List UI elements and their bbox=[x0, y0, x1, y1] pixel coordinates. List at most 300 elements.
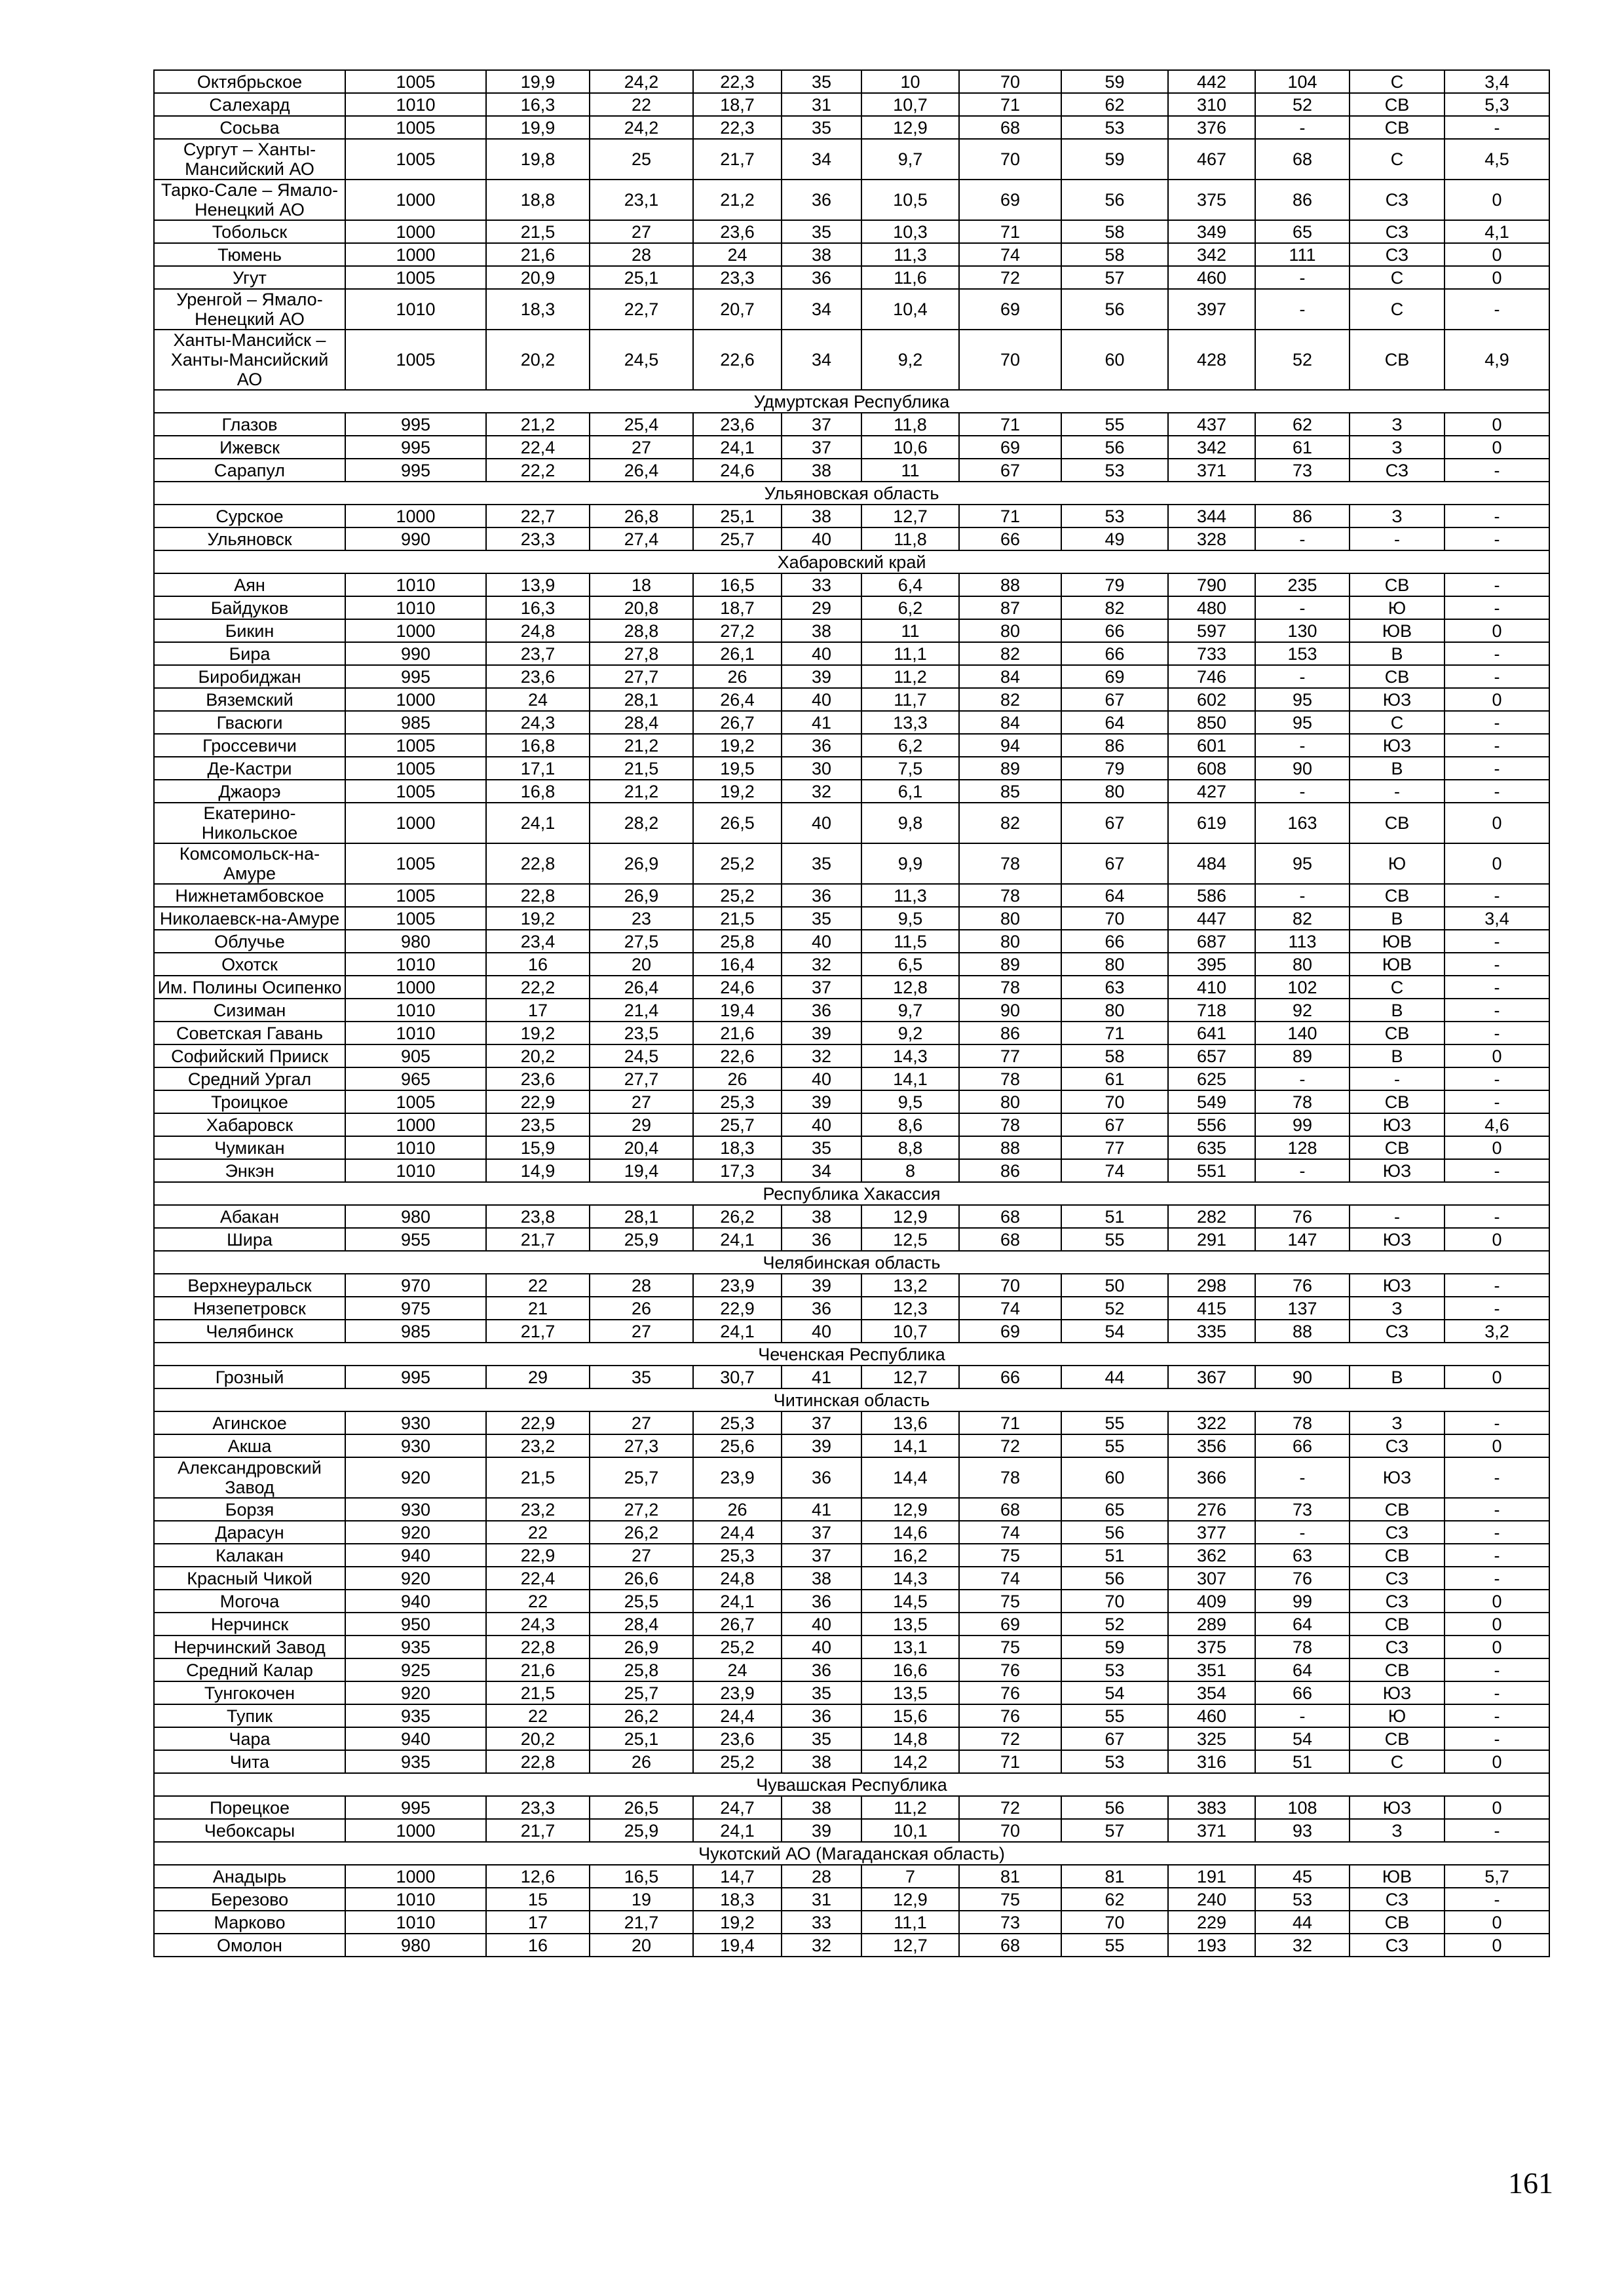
value-cell: 41 bbox=[782, 711, 861, 734]
value-cell: 22,8 bbox=[486, 1636, 590, 1658]
value-cell: 597 bbox=[1168, 619, 1255, 642]
value-cell: 93 bbox=[1255, 1819, 1350, 1842]
value-cell: 36 bbox=[782, 1457, 861, 1498]
value-cell: 307 bbox=[1168, 1567, 1255, 1590]
value-cell: 8,8 bbox=[861, 1136, 959, 1159]
value-cell: 68 bbox=[959, 1205, 1061, 1228]
value-cell: 9,2 bbox=[861, 1022, 959, 1044]
value-cell: - bbox=[1255, 116, 1350, 139]
value-cell: СЗ bbox=[1350, 1567, 1445, 1590]
value-cell: С bbox=[1350, 289, 1445, 330]
value-cell: 375 bbox=[1168, 180, 1255, 220]
table-row bbox=[154, 780, 1549, 803]
value-cell: 12,7 bbox=[861, 1366, 959, 1388]
value-cell: 40 bbox=[782, 930, 861, 953]
value-cell: 26,7 bbox=[693, 711, 782, 734]
value-cell: 11,5 bbox=[861, 930, 959, 953]
table-row bbox=[154, 976, 1549, 999]
value-cell: 191 bbox=[1168, 1865, 1255, 1888]
value-cell: 16,8 bbox=[486, 780, 590, 803]
value-cell: 26,5 bbox=[590, 1796, 693, 1819]
value-cell: 23,9 bbox=[693, 1457, 782, 1498]
value-cell: 3,2 bbox=[1445, 1320, 1549, 1343]
value-cell: 70 bbox=[959, 70, 1061, 93]
value-cell: 733 bbox=[1168, 642, 1255, 665]
value-cell: 11,3 bbox=[861, 884, 959, 907]
value-cell: 36 bbox=[782, 1704, 861, 1727]
value-cell: 21,5 bbox=[486, 1681, 590, 1704]
value-cell: 29 bbox=[590, 1113, 693, 1136]
value-cell: В bbox=[1350, 907, 1445, 930]
region-header-row bbox=[154, 1773, 1549, 1796]
station-name-cell: Акша bbox=[154, 1434, 345, 1457]
value-cell: 86 bbox=[1255, 505, 1350, 527]
value-cell: 79 bbox=[1061, 573, 1168, 596]
value-cell: 24,1 bbox=[693, 1320, 782, 1343]
value-cell: 22,4 bbox=[486, 1567, 590, 1590]
value-cell: 84 bbox=[959, 665, 1061, 688]
value-cell: 0 bbox=[1445, 1590, 1549, 1613]
value-cell: 37 bbox=[782, 976, 861, 999]
value-cell: 26,6 bbox=[590, 1567, 693, 1590]
value-cell: 66 bbox=[959, 527, 1061, 550]
value-cell: 52 bbox=[1255, 330, 1350, 390]
station-name-cell: Джаорэ bbox=[154, 780, 345, 803]
region-header-row bbox=[154, 482, 1549, 505]
value-cell: СЗ bbox=[1350, 243, 1445, 266]
value-cell: 36 bbox=[782, 1228, 861, 1251]
table-row bbox=[154, 1934, 1549, 1957]
value-cell: 26,7 bbox=[693, 1613, 782, 1636]
value-cell: 52 bbox=[1061, 1297, 1168, 1320]
value-cell: 37 bbox=[782, 413, 861, 436]
table-row bbox=[154, 116, 1549, 139]
value-cell: 20,8 bbox=[590, 596, 693, 619]
value-cell: 64 bbox=[1255, 1658, 1350, 1681]
value-cell: 935 bbox=[345, 1704, 486, 1727]
value-cell: 0 bbox=[1445, 619, 1549, 642]
value-cell: 27 bbox=[590, 1320, 693, 1343]
value-cell: 26,4 bbox=[590, 459, 693, 482]
value-cell: 13,9 bbox=[486, 573, 590, 596]
value-cell: В bbox=[1350, 1044, 1445, 1067]
value-cell: 25 bbox=[590, 139, 693, 180]
value-cell: 17,3 bbox=[693, 1159, 782, 1182]
value-cell: 28,1 bbox=[590, 1205, 693, 1228]
value-cell: 54 bbox=[1061, 1320, 1168, 1343]
table-row bbox=[154, 1521, 1549, 1544]
value-cell: 995 bbox=[345, 1366, 486, 1388]
value-cell: 11 bbox=[861, 619, 959, 642]
value-cell: 66 bbox=[1255, 1434, 1350, 1457]
station-name-cell: Агинское bbox=[154, 1411, 345, 1434]
value-cell: 3,4 bbox=[1445, 907, 1549, 930]
value-cell: 25,8 bbox=[590, 1658, 693, 1681]
value-cell: С bbox=[1350, 711, 1445, 734]
value-cell: 26 bbox=[590, 1750, 693, 1773]
value-cell: 25,3 bbox=[693, 1544, 782, 1567]
value-cell: 89 bbox=[959, 757, 1061, 780]
value-cell: 980 bbox=[345, 1934, 486, 1957]
value-cell: - bbox=[1445, 1727, 1549, 1750]
value-cell: 67 bbox=[1061, 1113, 1168, 1136]
region-name: Ульяновская область bbox=[154, 482, 1549, 505]
value-cell: 325 bbox=[1168, 1727, 1255, 1750]
table-row bbox=[154, 1297, 1549, 1320]
value-cell: - bbox=[1445, 665, 1549, 688]
value-cell: 74 bbox=[959, 1297, 1061, 1320]
value-cell: 21,7 bbox=[486, 1819, 590, 1842]
value-cell: 55 bbox=[1061, 1934, 1168, 1957]
value-cell: 56 bbox=[1061, 1796, 1168, 1819]
station-name-cell: Александровский Завод bbox=[154, 1457, 345, 1498]
value-cell: 10,7 bbox=[861, 93, 959, 116]
value-cell: 24,5 bbox=[590, 330, 693, 390]
value-cell: 77 bbox=[1061, 1136, 1168, 1159]
value-cell: 13,6 bbox=[861, 1411, 959, 1434]
value-cell: 62 bbox=[1061, 1888, 1168, 1911]
value-cell: 22,9 bbox=[693, 1297, 782, 1320]
value-cell: 395 bbox=[1168, 953, 1255, 976]
table-row bbox=[154, 665, 1549, 688]
value-cell: 1010 bbox=[345, 999, 486, 1022]
value-cell: 11,2 bbox=[861, 665, 959, 688]
value-cell: 7 bbox=[861, 1865, 959, 1888]
station-name-cell: Октябрьское bbox=[154, 70, 345, 93]
value-cell: 608 bbox=[1168, 757, 1255, 780]
value-cell: 22,8 bbox=[486, 843, 590, 884]
value-cell: 351 bbox=[1168, 1658, 1255, 1681]
value-cell: 427 bbox=[1168, 780, 1255, 803]
value-cell: 13,5 bbox=[861, 1613, 959, 1636]
value-cell: - bbox=[1255, 780, 1350, 803]
value-cell: СВ bbox=[1350, 803, 1445, 843]
table-row bbox=[154, 1457, 1549, 1498]
value-cell: 0 bbox=[1445, 1228, 1549, 1251]
value-cell: 10,7 bbox=[861, 1320, 959, 1343]
table-row bbox=[154, 953, 1549, 976]
table-row bbox=[154, 1044, 1549, 1067]
value-cell: 26,9 bbox=[590, 1636, 693, 1658]
value-cell: 39 bbox=[782, 1819, 861, 1842]
station-name-cell: Тюмень bbox=[154, 243, 345, 266]
value-cell: 51 bbox=[1061, 1205, 1168, 1228]
value-cell: 50 bbox=[1061, 1274, 1168, 1297]
value-cell: 94 bbox=[959, 734, 1061, 757]
value-cell: 28,1 bbox=[590, 688, 693, 711]
value-cell: 30 bbox=[782, 757, 861, 780]
value-cell: 70 bbox=[959, 139, 1061, 180]
value-cell: 625 bbox=[1168, 1067, 1255, 1090]
value-cell: ЮЗ bbox=[1350, 734, 1445, 757]
value-cell: - bbox=[1445, 1544, 1549, 1567]
value-cell: 1005 bbox=[345, 1090, 486, 1113]
value-cell: 25,8 bbox=[693, 930, 782, 953]
value-cell: 940 bbox=[345, 1727, 486, 1750]
value-cell: 35 bbox=[782, 1681, 861, 1704]
value-cell: 920 bbox=[345, 1567, 486, 1590]
value-cell: СВ bbox=[1350, 1727, 1445, 1750]
value-cell: 62 bbox=[1061, 93, 1168, 116]
value-cell: 24,6 bbox=[693, 459, 782, 482]
value-cell: 428 bbox=[1168, 330, 1255, 390]
station-name-cell: Гвасюги bbox=[154, 711, 345, 734]
value-cell: 80 bbox=[959, 1090, 1061, 1113]
value-cell: - bbox=[1445, 930, 1549, 953]
table-row bbox=[154, 1022, 1549, 1044]
value-cell: 0 bbox=[1445, 266, 1549, 289]
value-cell: 70 bbox=[1061, 1590, 1168, 1613]
value-cell: 86 bbox=[1255, 180, 1350, 220]
value-cell: 23,1 bbox=[590, 180, 693, 220]
value-cell: 24,7 bbox=[693, 1796, 782, 1819]
value-cell: 25,3 bbox=[693, 1411, 782, 1434]
value-cell: 76 bbox=[959, 1658, 1061, 1681]
value-cell: 1010 bbox=[345, 1022, 486, 1044]
value-cell: ЮВ bbox=[1350, 953, 1445, 976]
value-cell: 24,1 bbox=[693, 1590, 782, 1613]
value-cell: 37 bbox=[782, 1411, 861, 1434]
value-cell: 0 bbox=[1445, 1796, 1549, 1819]
value-cell: 415 bbox=[1168, 1297, 1255, 1320]
value-cell: 80 bbox=[1061, 953, 1168, 976]
value-cell: 235 bbox=[1255, 573, 1350, 596]
station-name-cell: Сурское bbox=[154, 505, 345, 527]
value-cell: 31 bbox=[782, 1888, 861, 1911]
value-cell: 34 bbox=[782, 330, 861, 390]
value-cell: 17,1 bbox=[486, 757, 590, 780]
value-cell: 0 bbox=[1445, 688, 1549, 711]
value-cell: СЗ bbox=[1350, 220, 1445, 243]
value-cell: 71 bbox=[959, 413, 1061, 436]
value-cell: 95 bbox=[1255, 711, 1350, 734]
value-cell: 33 bbox=[782, 1911, 861, 1934]
value-cell: 460 bbox=[1168, 1704, 1255, 1727]
value-cell: 442 bbox=[1168, 70, 1255, 93]
value-cell: 965 bbox=[345, 1067, 486, 1090]
value-cell: 24,4 bbox=[693, 1704, 782, 1727]
station-name-cell: Им. Полины Осипенко bbox=[154, 976, 345, 999]
value-cell: 19,4 bbox=[590, 1159, 693, 1182]
value-cell: 6,2 bbox=[861, 596, 959, 619]
value-cell: - bbox=[1445, 1297, 1549, 1320]
station-name-cell: Софийский Прииск bbox=[154, 1044, 345, 1067]
value-cell: 56 bbox=[1061, 436, 1168, 459]
value-cell: 7,5 bbox=[861, 757, 959, 780]
value-cell: - bbox=[1445, 1090, 1549, 1113]
value-cell: 26 bbox=[693, 1498, 782, 1521]
station-name-cell: Средний Ургал bbox=[154, 1067, 345, 1090]
value-cell: 24 bbox=[693, 243, 782, 266]
value-cell: 73 bbox=[1255, 459, 1350, 482]
value-cell: 92 bbox=[1255, 999, 1350, 1022]
table-row bbox=[154, 1544, 1549, 1567]
value-cell: 940 bbox=[345, 1590, 486, 1613]
value-cell: 32 bbox=[782, 1934, 861, 1957]
value-cell: 67 bbox=[1061, 1727, 1168, 1750]
value-cell: 14,4 bbox=[861, 1457, 959, 1498]
value-cell: 61 bbox=[1255, 436, 1350, 459]
value-cell: ЮВ bbox=[1350, 619, 1445, 642]
value-cell: 23,6 bbox=[486, 1067, 590, 1090]
value-cell: В bbox=[1350, 642, 1445, 665]
value-cell: 65 bbox=[1061, 1498, 1168, 1521]
value-cell: 21,5 bbox=[590, 757, 693, 780]
value-cell: 24,6 bbox=[693, 976, 782, 999]
table-row bbox=[154, 711, 1549, 734]
value-cell: - bbox=[1445, 711, 1549, 734]
station-name-cell: Бира bbox=[154, 642, 345, 665]
value-cell: 25,1 bbox=[590, 1727, 693, 1750]
value-cell: 82 bbox=[959, 803, 1061, 843]
value-cell: 78 bbox=[959, 1067, 1061, 1090]
value-cell: - bbox=[1445, 1457, 1549, 1498]
value-cell: 635 bbox=[1168, 1136, 1255, 1159]
value-cell: - bbox=[1445, 573, 1549, 596]
region-header-row bbox=[154, 1388, 1549, 1411]
value-cell: 84 bbox=[959, 711, 1061, 734]
value-cell: 53 bbox=[1255, 1888, 1350, 1911]
value-cell: 13,2 bbox=[861, 1274, 959, 1297]
value-cell: 20,2 bbox=[486, 1044, 590, 1067]
value-cell: 69 bbox=[959, 1613, 1061, 1636]
value-cell: 480 bbox=[1168, 596, 1255, 619]
table-row bbox=[154, 180, 1549, 220]
value-cell: 28,8 bbox=[590, 619, 693, 642]
station-name-cell: Салехард bbox=[154, 93, 345, 116]
value-cell: 25,7 bbox=[590, 1681, 693, 1704]
value-cell: - bbox=[1445, 527, 1549, 550]
value-cell: - bbox=[1445, 1521, 1549, 1544]
value-cell: 81 bbox=[959, 1865, 1061, 1888]
value-cell: 22,3 bbox=[693, 70, 782, 93]
value-cell: 38 bbox=[782, 1205, 861, 1228]
value-cell: 18,7 bbox=[693, 596, 782, 619]
value-cell: 26,4 bbox=[693, 688, 782, 711]
value-cell: 36 bbox=[782, 1297, 861, 1320]
value-cell: 23,6 bbox=[693, 1727, 782, 1750]
table-row bbox=[154, 413, 1549, 436]
value-cell: 44 bbox=[1061, 1366, 1168, 1388]
value-cell: 980 bbox=[345, 1205, 486, 1228]
value-cell: 90 bbox=[1255, 757, 1350, 780]
station-name-cell: Красный Чикой bbox=[154, 1567, 345, 1590]
value-cell: 60 bbox=[1061, 1457, 1168, 1498]
value-cell: 1000 bbox=[345, 688, 486, 711]
region-name: Читинская область bbox=[154, 1388, 1549, 1411]
value-cell: 21,4 bbox=[590, 999, 693, 1022]
value-cell: - bbox=[1350, 1067, 1445, 1090]
table-row bbox=[154, 289, 1549, 330]
value-cell: 25,7 bbox=[590, 1457, 693, 1498]
region-header-row bbox=[154, 550, 1549, 573]
table-row bbox=[154, 505, 1549, 527]
value-cell: 17 bbox=[486, 1911, 590, 1934]
value-cell: 68 bbox=[959, 1498, 1061, 1521]
value-cell: 366 bbox=[1168, 1457, 1255, 1498]
value-cell: 55 bbox=[1061, 1704, 1168, 1727]
value-cell: ЮЗ bbox=[1350, 1113, 1445, 1136]
value-cell: ЮЗ bbox=[1350, 688, 1445, 711]
value-cell: 72 bbox=[959, 1727, 1061, 1750]
value-cell: 80 bbox=[1061, 780, 1168, 803]
value-cell: ЮЗ bbox=[1350, 1159, 1445, 1182]
value-cell: 1005 bbox=[345, 907, 486, 930]
value-cell: 10,5 bbox=[861, 180, 959, 220]
value-cell: 24,8 bbox=[693, 1567, 782, 1590]
value-cell: - bbox=[1445, 1567, 1549, 1590]
value-cell: 56 bbox=[1061, 1567, 1168, 1590]
value-cell: 14,1 bbox=[861, 1067, 959, 1090]
table-row bbox=[154, 619, 1549, 642]
value-cell: СЗ bbox=[1350, 1888, 1445, 1911]
table-row bbox=[154, 734, 1549, 757]
value-cell: 240 bbox=[1168, 1888, 1255, 1911]
value-cell: 35 bbox=[590, 1366, 693, 1388]
value-cell: 850 bbox=[1168, 711, 1255, 734]
value-cell: 298 bbox=[1168, 1274, 1255, 1297]
value-cell: 790 bbox=[1168, 573, 1255, 596]
value-cell: 19,9 bbox=[486, 116, 590, 139]
value-cell: 25,1 bbox=[590, 266, 693, 289]
table-row bbox=[154, 1434, 1549, 1457]
value-cell: 49 bbox=[1061, 527, 1168, 550]
value-cell: 10 bbox=[861, 70, 959, 93]
value-cell: 36 bbox=[782, 266, 861, 289]
value-cell: 54 bbox=[1061, 1681, 1168, 1704]
value-cell: 1010 bbox=[345, 573, 486, 596]
value-cell: - bbox=[1255, 1457, 1350, 1498]
value-cell: 18,7 bbox=[693, 93, 782, 116]
value-cell: 25,2 bbox=[693, 843, 782, 884]
value-cell: 71 bbox=[959, 1750, 1061, 1773]
value-cell: 0 bbox=[1445, 1136, 1549, 1159]
value-cell: 53 bbox=[1061, 505, 1168, 527]
station-name-cell: Бикин bbox=[154, 619, 345, 642]
value-cell: 11,1 bbox=[861, 1911, 959, 1934]
region-header-row bbox=[154, 390, 1549, 413]
value-cell: 78 bbox=[959, 843, 1061, 884]
value-cell: 556 bbox=[1168, 1113, 1255, 1136]
value-cell: 72 bbox=[959, 1434, 1061, 1457]
value-cell: 75 bbox=[959, 1544, 1061, 1567]
table-row bbox=[154, 70, 1549, 93]
value-cell: 39 bbox=[782, 665, 861, 688]
value-cell: 35 bbox=[782, 1136, 861, 1159]
value-cell: 1000 bbox=[345, 619, 486, 642]
region-name: Республика Хакассия bbox=[154, 1182, 1549, 1205]
value-cell: В bbox=[1350, 999, 1445, 1022]
value-cell: 28,4 bbox=[590, 1613, 693, 1636]
value-cell: 36 bbox=[782, 180, 861, 220]
station-name-cell: Чебоксары bbox=[154, 1819, 345, 1842]
value-cell: 23 bbox=[590, 907, 693, 930]
value-cell: 61 bbox=[1061, 1067, 1168, 1090]
value-cell: 6,4 bbox=[861, 573, 959, 596]
value-cell: 22,6 bbox=[693, 1044, 782, 1067]
value-cell: 24 bbox=[486, 688, 590, 711]
table-row bbox=[154, 243, 1549, 266]
value-cell: 21,5 bbox=[486, 1457, 590, 1498]
table-row bbox=[154, 1888, 1549, 1911]
value-cell: - bbox=[1350, 780, 1445, 803]
value-cell: 0 bbox=[1445, 1434, 1549, 1457]
value-cell: 24,1 bbox=[693, 1819, 782, 1842]
value-cell: 28 bbox=[590, 1274, 693, 1297]
value-cell: 28,2 bbox=[590, 803, 693, 843]
table-row bbox=[154, 596, 1549, 619]
station-name-cell: Чита bbox=[154, 1750, 345, 1773]
